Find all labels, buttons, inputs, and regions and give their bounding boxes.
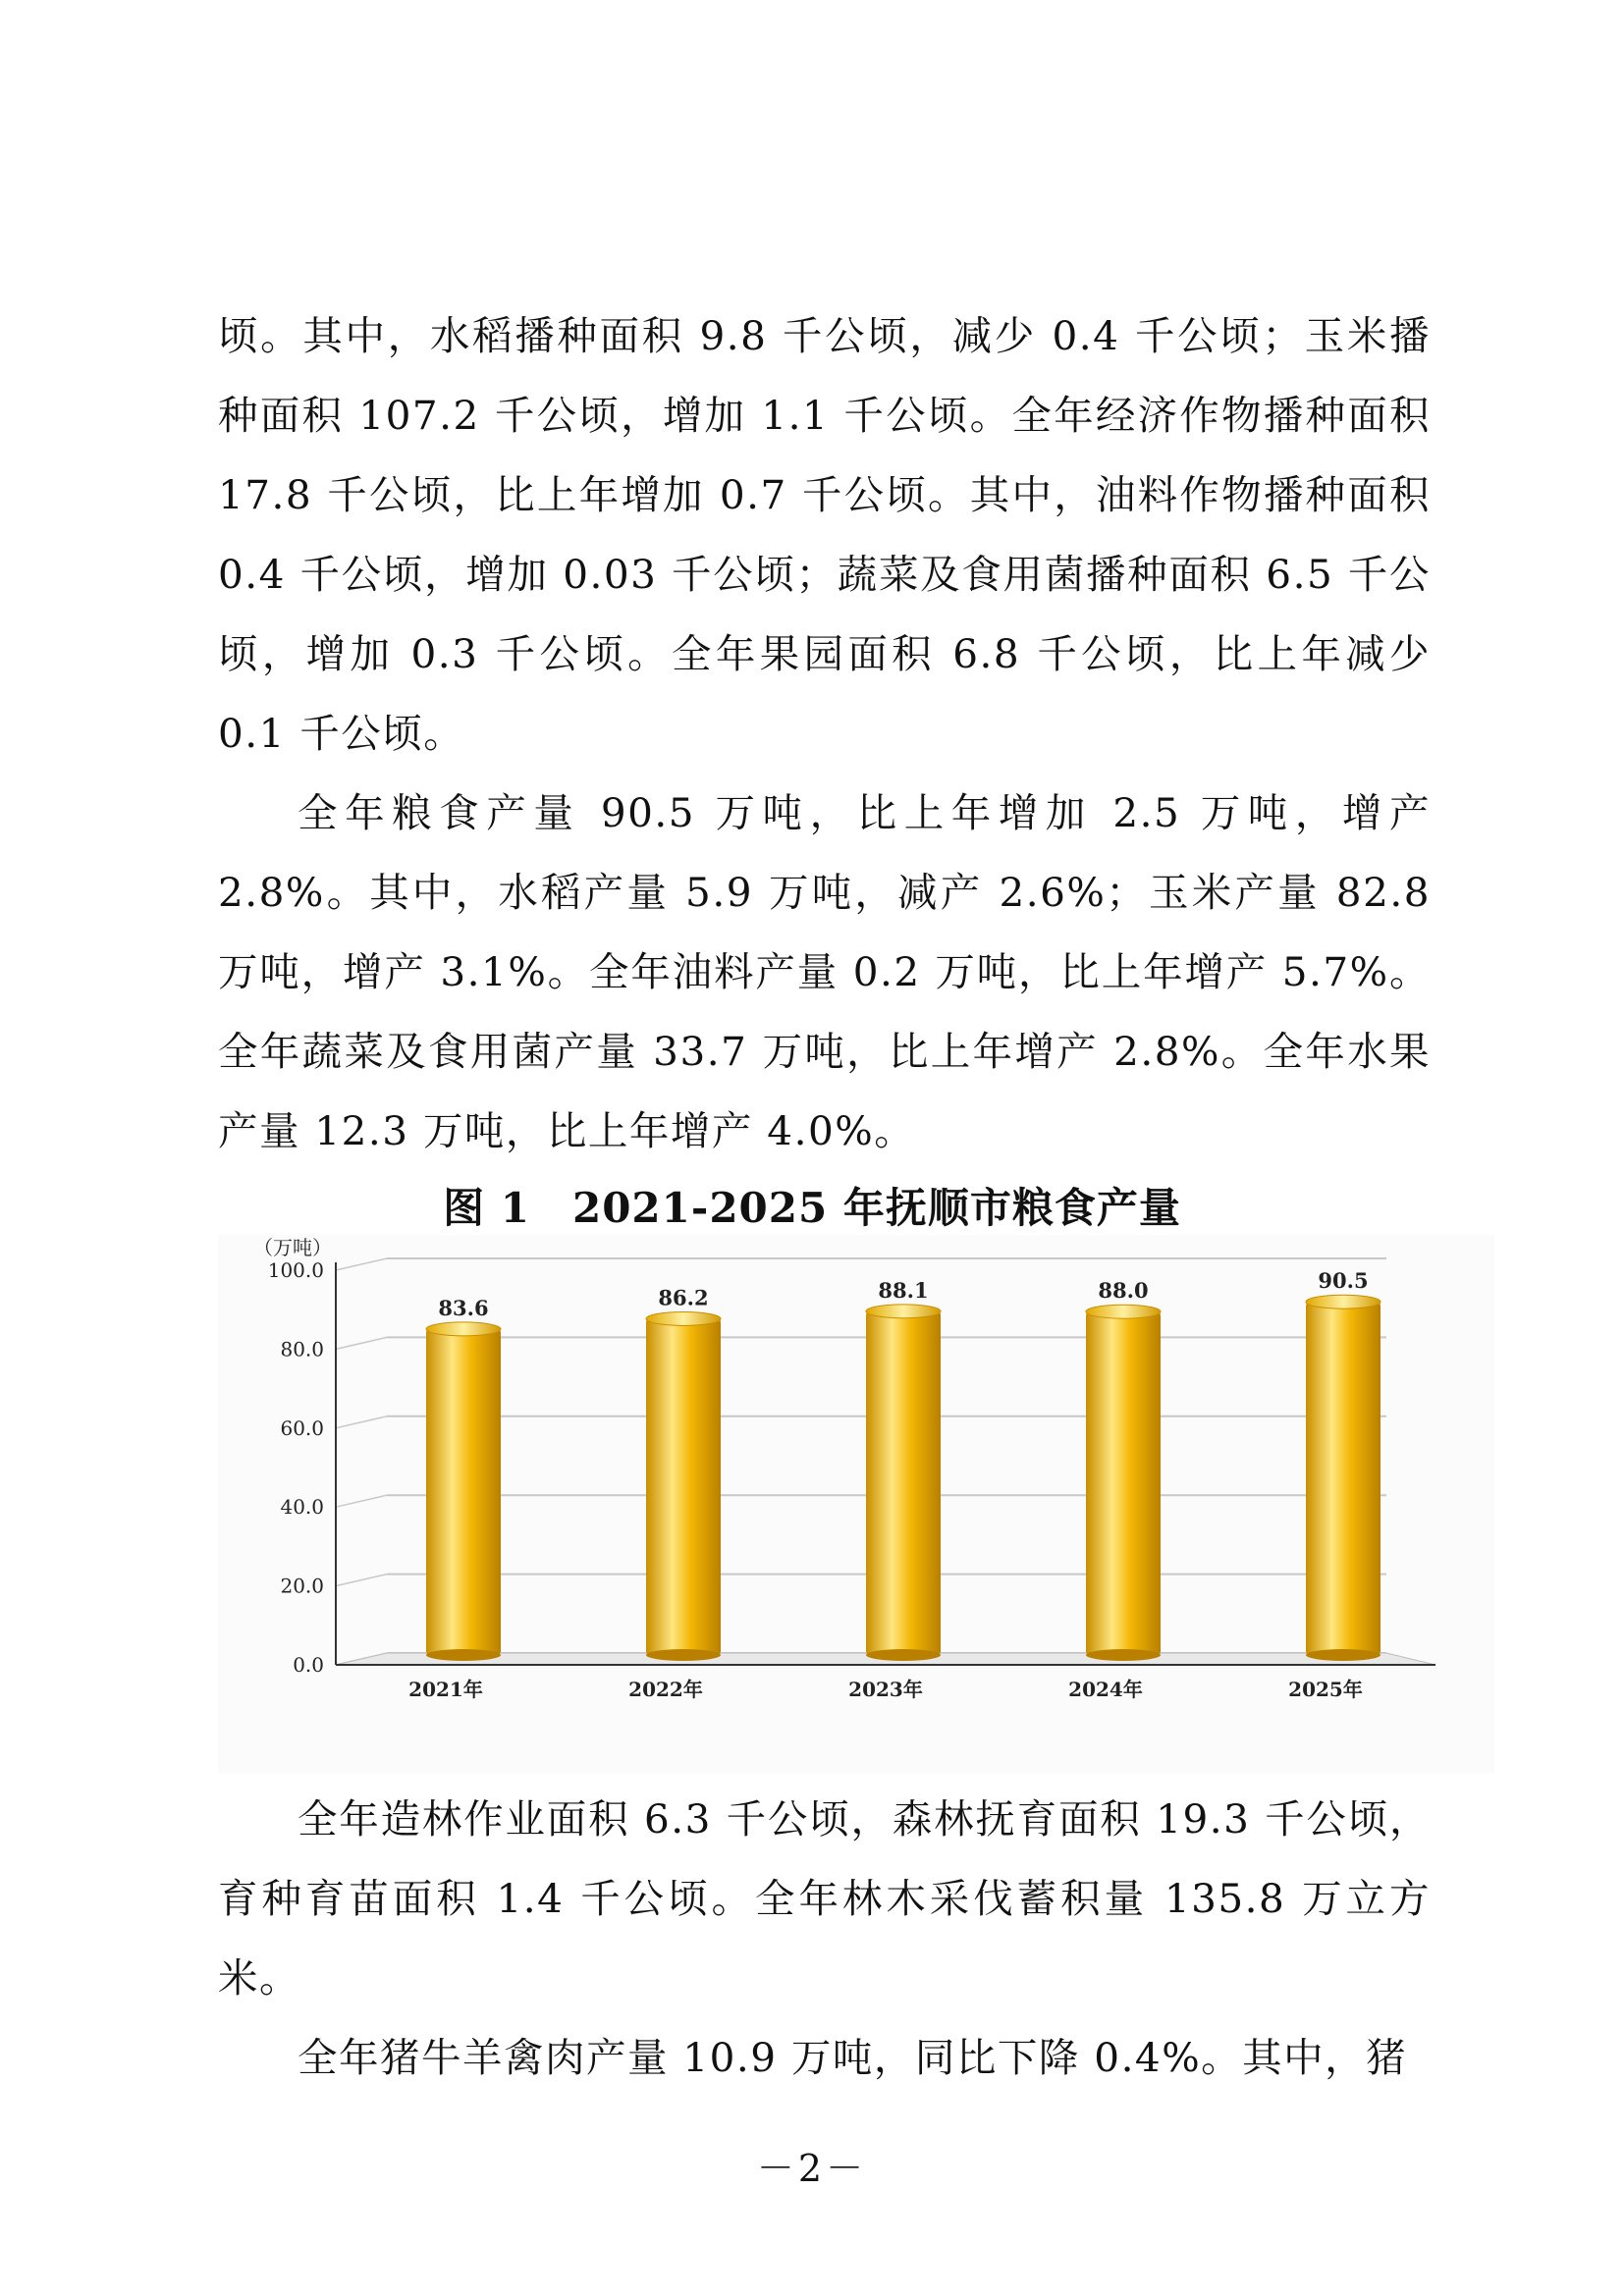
bar-top-cap	[1306, 1295, 1380, 1308]
x-tick-label: 2024年	[1068, 1678, 1143, 1701]
bar	[1086, 1311, 1161, 1655]
bar	[426, 1329, 501, 1655]
y-tick-label: 100.0	[267, 1258, 324, 1282]
body-text-top	[218, 296, 1431, 1171]
paragraph-grain-output: 全年粮食产量 90.5 万吨，比上年增加 2.5 万吨，增产 2.8%。其中，水稻产量 5.9 万吨，减产 2.6%；玉米产量 82.8 万吨，增产 3.1%。全年油料产量 0.2 万吨，比上年增产 5.7%。全年蔬菜及食用菌产量 33.7 万吨，比上年增产 2.8%。全年水果产量 12.3 万吨，比上年增产 4.0%。	[218, 789, 1431, 1154]
data-label: 90.5	[1318, 1268, 1369, 1294]
y-tick-label: 80.0	[280, 1337, 324, 1362]
bar	[1306, 1302, 1380, 1655]
bar-top-cap	[426, 1322, 501, 1336]
body-text-bottom	[218, 1780, 1431, 2098]
bar-base	[426, 1649, 501, 1661]
data-label: 86.2	[658, 1285, 709, 1310]
grain-output-chart	[218, 1235, 1494, 1773]
paragraph-forestry: 全年造林作业面积 6.3 千公顷，森林抚育面积 19.3 千公顷，育种育苗面积 1.4 千公顷。全年林木采伐蓄积量 135.8 万立方米。	[218, 1795, 1431, 2002]
y-axis-unit-label: （万吨）	[253, 1236, 332, 1259]
y-tick-label: 40.0	[280, 1495, 324, 1520]
bar-base	[1086, 1649, 1161, 1661]
y-tick-label: 0.0	[293, 1653, 324, 1677]
x-tick-label: 2025年	[1288, 1678, 1363, 1701]
bar-top-cap	[1086, 1305, 1161, 1318]
data-label: 83.6	[438, 1295, 489, 1320]
page-number: －2－	[756, 2147, 868, 2190]
x-tick-label: 2021年	[408, 1678, 483, 1701]
bar	[646, 1318, 721, 1655]
y-tick-label: 20.0	[280, 1574, 324, 1598]
figure-caption: 图 1 2021-2025 年抚顺市粮食产量	[443, 1184, 1181, 1232]
paragraph-meat-output: 全年猪牛羊禽肉产量 10.9 万吨，同比下降 0.4%。其中，猪	[298, 2034, 1408, 2081]
chart-svg	[218, 1235, 1494, 1773]
bar-base	[866, 1649, 941, 1661]
bar-base	[646, 1649, 721, 1661]
x-tick-label: 2023年	[848, 1678, 923, 1701]
data-label: 88.1	[878, 1277, 929, 1303]
paragraph-crop-area: 顷。其中，水稻播种面积 9.8 千公顷，减少 0.4 千公顷；玉米播种面积 107.2 千公顷，增加 1.1 千公顷。全年经济作物播种面积 17.8 千公顷，比上年增加 0.7 千公顷。其中，油料作物播种面积 0.4 千公顷，增加 0.03 千公顷；蔬菜及食用菌播种面积 6.5 千公顷，增加 0.3 千公顷。全年果园面积 6.8 千公顷，比上年减少 0.1 千公顷。	[218, 312, 1431, 757]
bar-top-cap	[866, 1305, 941, 1318]
data-label: 88.0	[1098, 1278, 1149, 1304]
bar	[866, 1311, 941, 1655]
y-tick-label: 60.0	[280, 1415, 324, 1440]
bar-top-cap	[646, 1311, 721, 1325]
x-tick-label: 2022年	[628, 1678, 703, 1701]
bar-base	[1306, 1649, 1380, 1661]
